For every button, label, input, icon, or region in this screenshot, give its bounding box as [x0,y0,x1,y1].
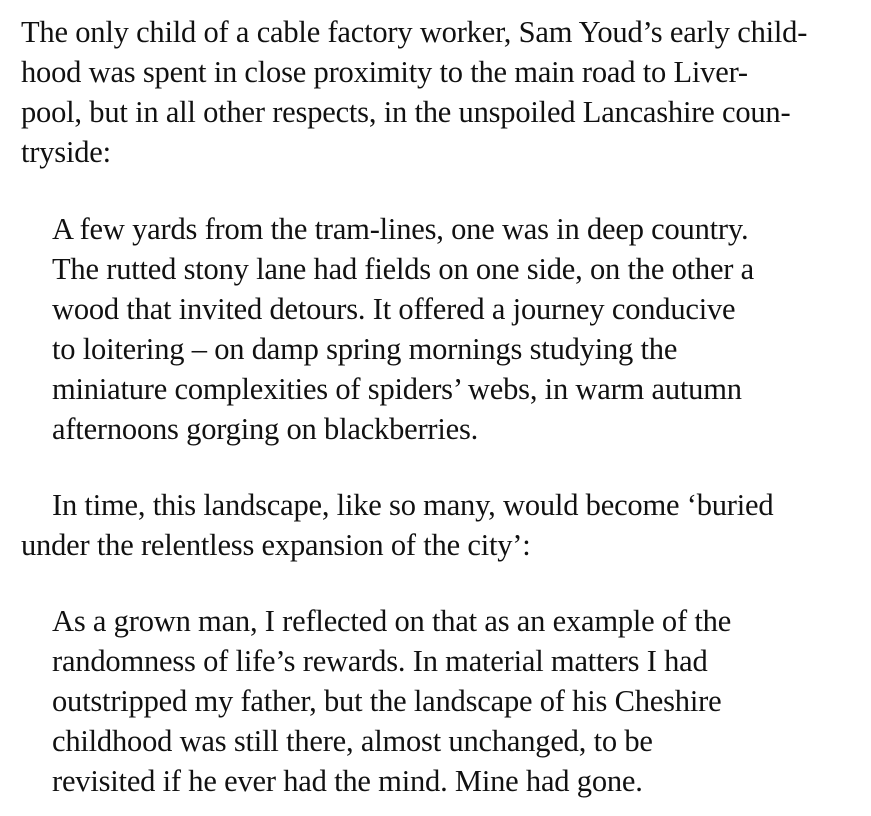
paragraph-intro-line-2: hood was spent in close proximity to the main road to Liver- [21,55,748,89]
quote-grown-man-line-2: randomness of life’s rewards. In material matters I had [52,644,708,678]
paragraph-intro-line-3: pool, but in all other respects, in the unspoiled Lancashire coun- [21,95,791,129]
quote-country-line-3: wood that invited detours. It offered a journey conducive [52,292,736,326]
quote-grown-man-line-3: outstripped my father, but the landscape of his Cheshire [52,684,722,718]
quote-grown-man-line-4: childhood was still there, almost unchanged, to be [52,724,653,758]
quote-country-line-4: to loitering – on damp spring mornings studying the [52,332,678,366]
quote-country-line-6: afternoons gorging on blackberries. [52,412,479,446]
paragraph-intro-line-1: The only child of a cable factory worker, Sam Youd’s early child- [21,15,808,49]
paragraph-landscape-line-2: under the relentless expansion of the city’: [21,528,531,562]
quote-grown-man-line-1: As a grown man, I reflected on that as an example of the [52,604,732,638]
quote-country-line-1: A few yards from the tram-lines, one was in deep country. [52,212,749,246]
quote-country-line-5: miniature complexities of spiders’ webs, in warm autumn [52,372,742,406]
paragraph-landscape-line-1: In time, this landscape, like so many, would become ‘buried [52,488,774,522]
quote-grown-man-line-5: revisited if he ever had the mind. Mine had gone. [52,764,643,798]
quote-country-line-2: The rutted stony lane had fields on one side, on the other a [52,252,755,286]
paragraph-intro-line-4: tryside: [21,135,111,169]
